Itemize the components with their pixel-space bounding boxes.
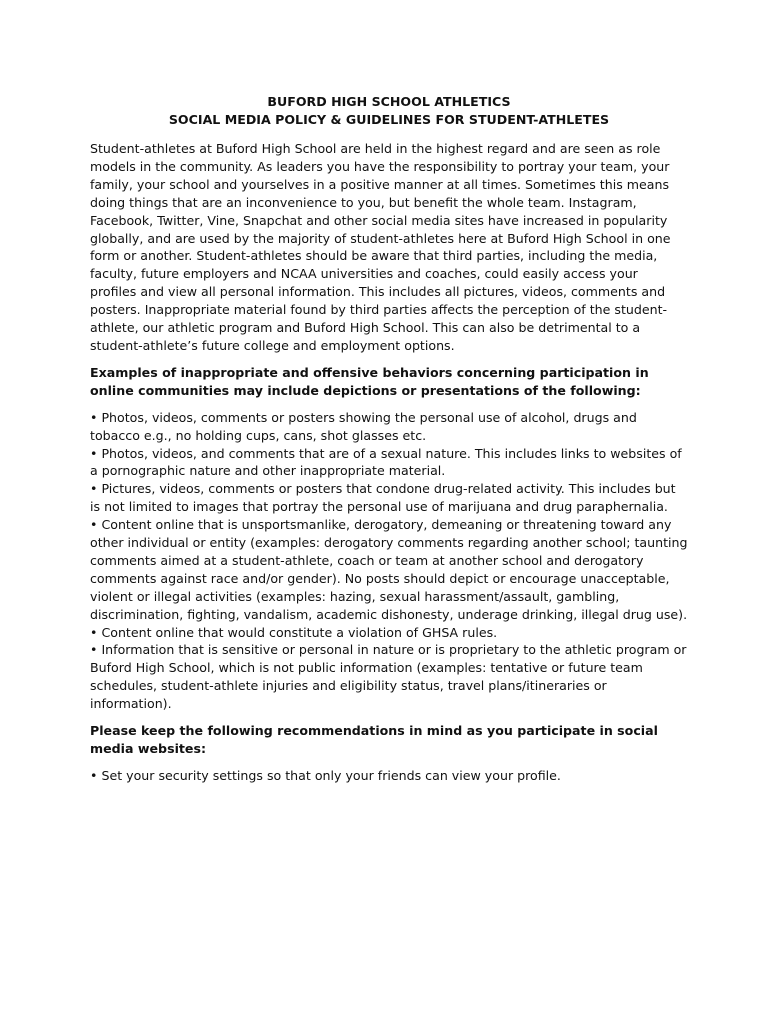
list-item-text: Information that is sensitive or personal in nature or is proprietary to the athletic program or Buford High School, which is not public information (examples: tentative or future team schedules, student-athlete injuries and eligibility status, travel plans/itineraries or information). (90, 642, 687, 712)
list-item (90, 480, 688, 516)
recommendations-list (90, 767, 688, 785)
list-item-text: Photos, videos, comments or posters showing the personal use of alcohol, drugs and tobacco e.g., no holding cups, cans, shot glasses etc. (90, 409, 637, 443)
bullet-icon: • (90, 642, 98, 658)
list-item (90, 409, 688, 445)
bullet-icon: • (90, 409, 98, 425)
title-line-1: BUFORD HIGH SCHOOL ATHLETICS (267, 94, 511, 109)
list-item-text: Photos, videos, and comments that are of a sexual nature. This includes links to websites of a pornographic nature and other inappropriate material. (90, 445, 682, 479)
bullet-icon: • (90, 767, 98, 783)
recommendations-heading: Please keep the following recommendations in mind as you participate in social media websites: (90, 723, 658, 756)
intro-paragraph: Student-athletes at Buford High School are held in the highest regard and are seen as role models in the community. As leaders you have the responsibility to portray your team, your family, your school and yourselves in a positive manner at all times. Sometimes this means doing things that are an inconvenience to you, but benefit the whole team. Instagram, Facebook, Twitter, Vine, Snapchat and other social media sites have increased in popularity globally, and are used by the majority of student-athletes here at Buford High School in one form or another. Student-athletes should be aware that third parties, including the media, faculty, future employers and NCAA universities and coaches, could easily access your profiles and view all personal information. This includes all pictures, videos, comments and posters. Inappropriate material found by third parties affects the perception of the student-athlete, our athletic program and Buford High School. This can also be detrimental to a student-athlete’s future college and employment options. (90, 141, 671, 353)
list-item (90, 516, 688, 623)
bullet-icon: • (90, 624, 98, 640)
list-item-text: Set your security settings so that only your friends can view your profile. (101, 767, 561, 783)
list-item (90, 767, 688, 785)
list-item (90, 624, 688, 642)
document-title (90, 93, 688, 128)
bullet-icon: • (90, 517, 98, 533)
document-page (90, 93, 688, 794)
list-item (90, 445, 688, 481)
examples-heading: Examples of inappropriate and offensive behaviors concerning participation in online communities may include depictions or presentations of the following: (90, 364, 649, 398)
list-item-text: Pictures, videos, comments or posters that condone drug-related activity. This includes but is not limited to images that portray the personal use of marijuana and drug paraphernalia. (90, 481, 676, 515)
examples-list (90, 409, 688, 713)
list-item (90, 641, 688, 713)
bullet-icon: • (90, 481, 98, 497)
list-item-text: Content online that is unsportsmanlike, derogatory, demeaning or threatening toward any other individual or entity (examples: derogatory comments regarding another school; taunting comments aimed at a student-athlete, coach or team at another school and derogatory comments against race and/or gender). No posts should depict or encourage unacceptable, violent or illegal activities (examples: hazing, sexual harassment/assault, gambling, discrimination, fighting, vandalism, academic dishonesty, underage drinking, illegal drug use). (90, 517, 688, 622)
bullet-icon: • (90, 445, 98, 461)
title-line-2: SOCIAL MEDIA POLICY & GUIDELINES FOR STUDENT-ATHLETES (168, 111, 610, 127)
list-item-text: Content online that would constitute a violation of GHSA rules. (101, 624, 498, 640)
